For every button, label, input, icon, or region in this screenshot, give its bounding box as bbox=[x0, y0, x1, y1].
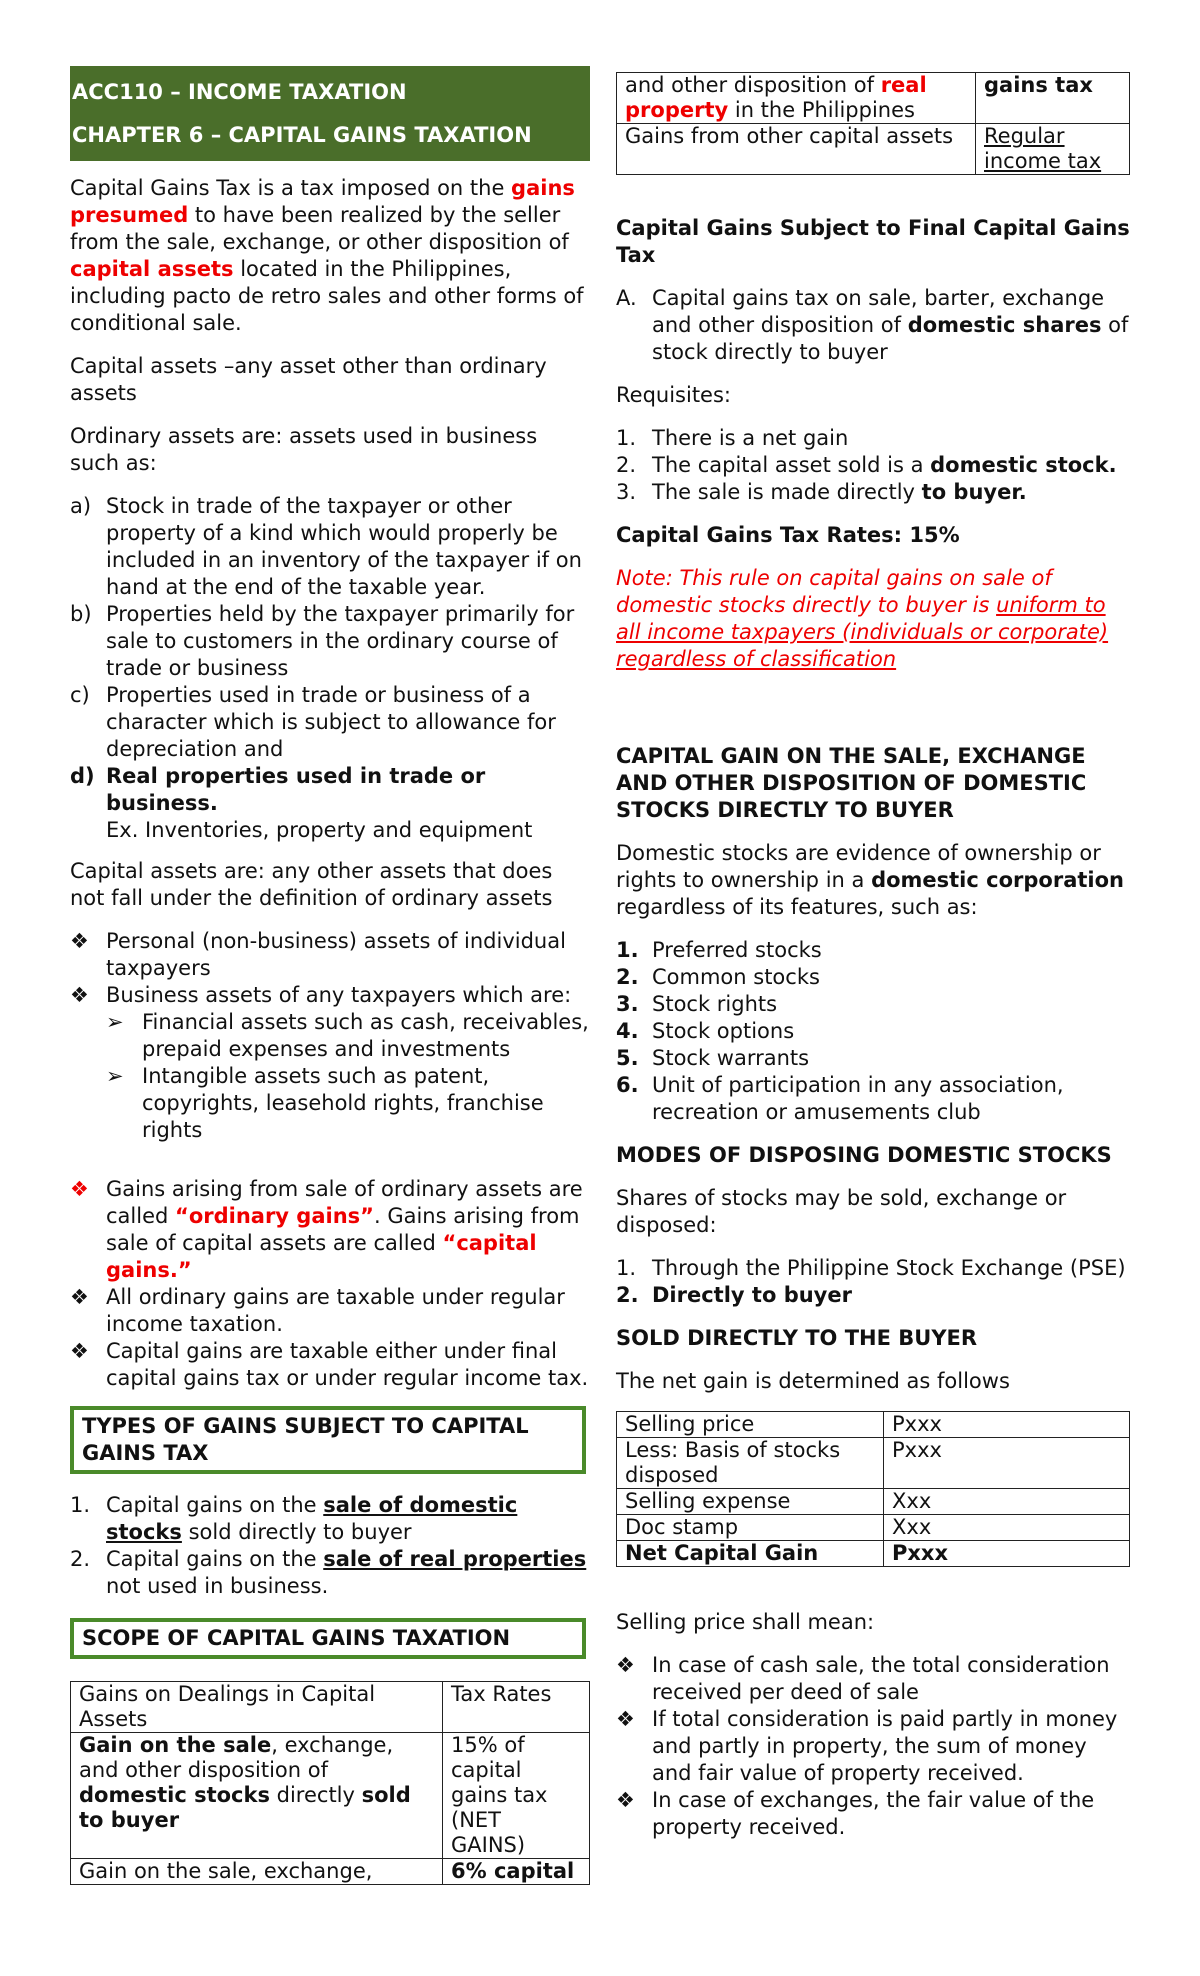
course-title: ACC110 – INCOME TAXATION bbox=[72, 80, 407, 104]
list-item: 2. Common stocks bbox=[616, 965, 820, 989]
arrow-bullet-icon: ➢ bbox=[106, 1010, 124, 1034]
list-item: ❖ Personal (non-business) assets of individual taxpayers bbox=[70, 929, 566, 980]
list-item: ❖ Gains arising from sale of ordinary assets are called “ordinary gains”. Gains arising from sale of capital assets are called “capital gains.” bbox=[70, 1177, 583, 1282]
list-item: ❖ Capital gains are taxable either under final capital gains tax or under regular income tax. bbox=[70, 1339, 589, 1390]
list-item: ❖ Business assets of any taxpayers which are: bbox=[70, 983, 572, 1007]
list-item: 1. Capital gains on the sale of domestic stocks sold directly to buyer bbox=[70, 1493, 518, 1544]
scope-header: SCOPE OF CAPITAL GAINS TAXATION bbox=[70, 1618, 586, 1659]
table-row: Less: Basis of stocks disposed Pxxx bbox=[617, 1438, 1130, 1489]
capital-assets-def: Capital assets –any asset other than ordinary assets bbox=[70, 354, 547, 405]
table-row: Net Capital Gain Pxxx bbox=[617, 1541, 1130, 1567]
scope-table-continued bbox=[616, 72, 1130, 175]
scope-table bbox=[70, 1681, 590, 1885]
list-item: a) Stock in trade of the taxpayer or other property of a kind which would properly be included in an inventory of the taxpayer if on hand at the end of the taxable year. bbox=[70, 494, 582, 599]
modes-paragraph: Shares of stocks may be sold, exchange or disposed: bbox=[616, 1186, 1067, 1237]
diamond-bullet-icon: ❖ bbox=[70, 983, 89, 1007]
selling-price-label: Selling price shall mean: bbox=[616, 1610, 875, 1634]
table-row: and other disposition of real property in the Philippines gains tax bbox=[617, 73, 1130, 124]
list-item: d) Real properties used in trade or business. bbox=[70, 764, 486, 815]
capital-assets-are: Capital assets are: any other assets that does not fall under the definition of ordinary assets bbox=[70, 859, 553, 910]
table-row: Gain on the sale, exchange, 6% capital bbox=[71, 1859, 590, 1885]
table-row: Selling expense Xxx bbox=[617, 1489, 1130, 1515]
list-item: 1. There is a net gain bbox=[616, 426, 849, 450]
modes-list bbox=[616, 1255, 1130, 1309]
types-header: TYPES OF GAINS SUBJECT TO CAPITAL GAINS TAX bbox=[70, 1406, 586, 1474]
list-item: ❖ If total consideration is paid partly in money and partly in property, the sum of money and fair value of property received. bbox=[616, 1707, 1118, 1785]
ordinary-assets-list bbox=[70, 493, 590, 844]
list-item: 1. Through the Philippine Stock Exchange (PSE) bbox=[616, 1256, 1126, 1280]
table-row: Gain on the sale, exchange, and other disposition of domestic stocks directly sold to buyer 15% of capital gains tax (NET GAINS) bbox=[71, 1733, 590, 1859]
net-gain-paragraph: The net gain is determined as follows bbox=[616, 1369, 1010, 1393]
left-column bbox=[70, 66, 590, 1901]
list-item: 3. The sale is made directly to buyer. bbox=[616, 480, 1027, 504]
list-item: 5. Stock warrants bbox=[616, 1046, 810, 1070]
diamond-bullet-icon: ❖ bbox=[70, 1177, 89, 1201]
title-banner bbox=[70, 66, 590, 161]
types-list bbox=[70, 1492, 590, 1600]
chapter-title: CHAPTER 6 – CAPITAL GAINS TAXATION bbox=[72, 123, 532, 147]
rate-line: Capital Gains Tax Rates: 15% bbox=[616, 523, 960, 547]
list-item: 2. Directly to buyer bbox=[616, 1283, 852, 1307]
diamond-bullet-icon: ❖ bbox=[616, 1788, 635, 1812]
sold-header: SOLD DIRECTLY TO THE BUYER bbox=[616, 1326, 978, 1350]
intro-paragraph: Capital Gains Tax is a tax imposed on the gains presumed to have been realized by the seller from the sale, exchange, or other disposition of capital assets located in the Philippines, including pacto de retro sales and other forms of conditional sale. bbox=[70, 176, 584, 335]
example-line: Ex. Inventories, property and equipment bbox=[106, 818, 533, 842]
list-item: ❖ All ordinary gains are taxable under regular income taxation. bbox=[70, 1285, 565, 1336]
list-item: ➢ Financial assets such as cash, receivables, prepaid expenses and investments bbox=[106, 1010, 589, 1061]
modes-header: MODES OF DISPOSING DOMESTIC STOCKS bbox=[616, 1143, 1112, 1167]
list-item: ❖ In case of cash sale, the total consideration received per deed of sale bbox=[616, 1653, 1110, 1704]
list-item: b) Properties held by the taxpayer primarily for sale to customers in the ordinary course of trade or business bbox=[70, 602, 575, 680]
requisites-label: Requisites: bbox=[616, 383, 731, 407]
right-column bbox=[616, 72, 1130, 1857]
list-item: c) Properties used in trade or business of a character which is subject to allowance for depreciation and bbox=[70, 683, 556, 761]
list-item: ➢ Intangible assets such as patent, copyrights, leasehold rights, franchise rights bbox=[106, 1064, 544, 1142]
table-row: Selling price Pxxx bbox=[617, 1412, 1130, 1438]
list-item: 4. Stock options bbox=[616, 1019, 795, 1043]
diamond-bullet-icon: ❖ bbox=[616, 1707, 635, 1731]
selling-price-list bbox=[616, 1652, 1130, 1841]
subject-header: Capital Gains Subject to Final Capital Gains Tax bbox=[616, 216, 1130, 267]
diamond-bullet-icon: ❖ bbox=[70, 1285, 89, 1309]
diamond-bullet-icon: ❖ bbox=[70, 1339, 89, 1363]
table-row: Doc stamp Xxx bbox=[617, 1515, 1130, 1541]
note-paragraph: Note: This rule on capital gains on sale of domestic stocks directly to buyer is uniform to all income taxpayers (individuals or corporate) regardless of classification bbox=[616, 566, 1109, 671]
net-gain-table bbox=[616, 1411, 1130, 1567]
ordinary-assets-def: Ordinary assets are: assets used in business such as: bbox=[70, 424, 538, 475]
table-row: Gains from other capital assets Regular income tax bbox=[617, 124, 1130, 175]
list-item: 6. Unit of participation in any association, recreation or amusements club bbox=[616, 1073, 1064, 1124]
requisites-list bbox=[616, 425, 1130, 506]
capital-assets-list bbox=[70, 928, 590, 1144]
list-item: 2. Capital gains on the sale of real properties not used in business. bbox=[70, 1547, 587, 1598]
arrow-bullet-icon: ➢ bbox=[106, 1064, 124, 1088]
domestic-stocks-def: Domestic stocks are evidence of ownership or rights to ownership in a domestic corporation regardless of its features, such as: bbox=[616, 841, 1124, 919]
item-a-list bbox=[616, 285, 1130, 366]
list-item: 1. Preferred stocks bbox=[616, 938, 822, 962]
capital-gain-header: CAPITAL GAIN ON THE SALE, EXCHANGE AND OTHER DISPOSITION OF DOMESTIC STOCKS DIRECTLY TO BUYER bbox=[616, 744, 1087, 822]
list-item: ❖ In case of exchanges, the fair value of the property received. bbox=[616, 1788, 1095, 1839]
list-item: 3. Stock rights bbox=[616, 992, 778, 1016]
list-item: 2. The capital asset sold is a domestic stock. bbox=[616, 453, 1117, 477]
gains-list bbox=[70, 1176, 590, 1392]
stocks-list bbox=[616, 937, 1130, 1126]
table-row: Gains on Dealings in Capital Assets Tax Rates bbox=[71, 1682, 590, 1733]
diamond-bullet-icon: ❖ bbox=[616, 1653, 635, 1677]
list-item: A. Capital gains tax on sale, barter, exchange and other disposition of domestic shares of stock directly to buyer bbox=[616, 286, 1129, 364]
diamond-bullet-icon: ❖ bbox=[70, 929, 89, 953]
